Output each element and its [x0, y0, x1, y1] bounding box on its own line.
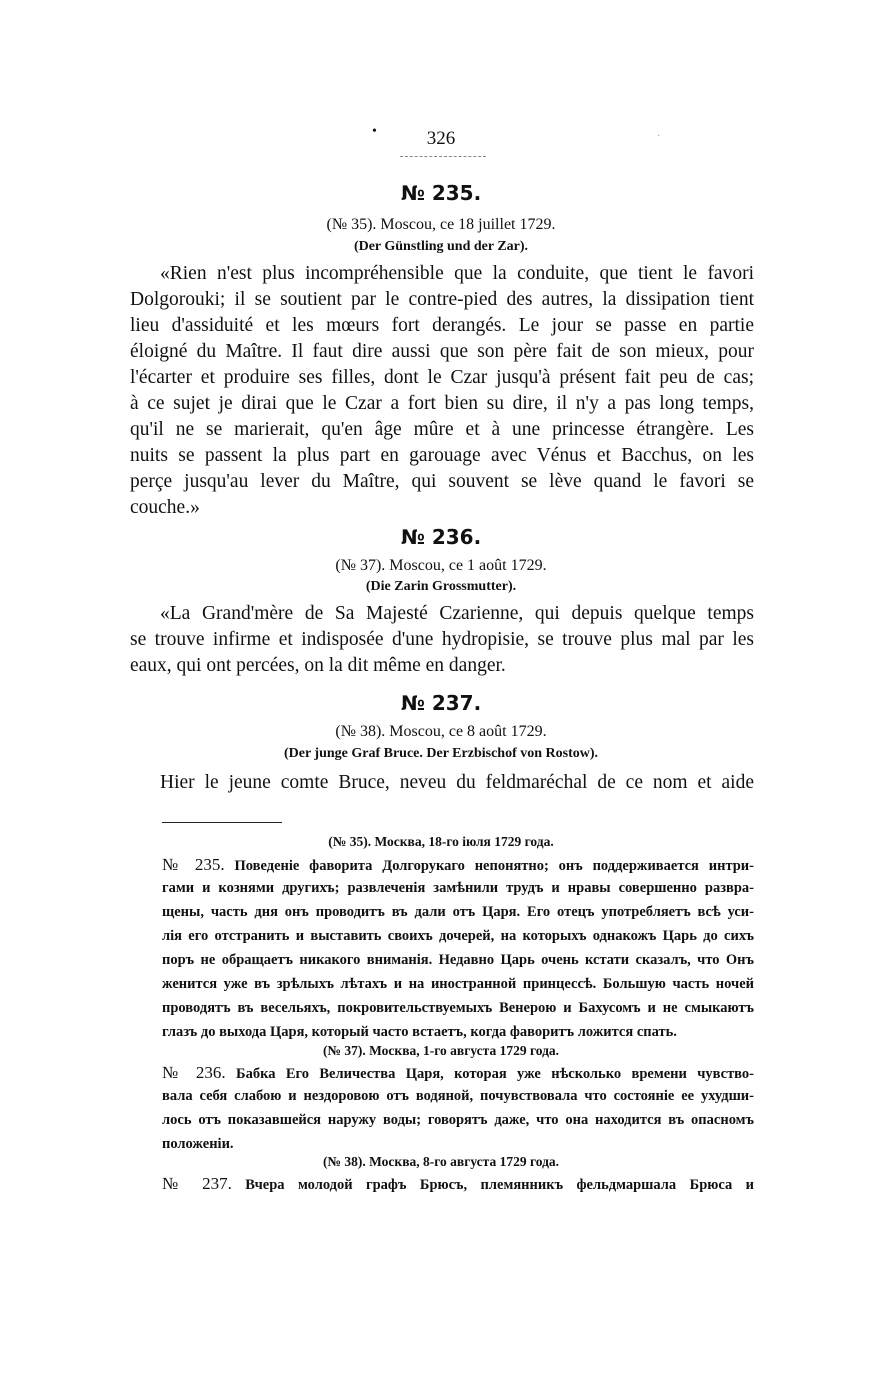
footnote-line: поръ не обращаетъ никакого вниманія. Недавно Царь очень кстати сказалъ, что Онъ — [162, 952, 754, 968]
footnote-line: положеніи. — [162, 1136, 234, 1152]
body-line: nuits se passent la plus part en garouage avec Vénus et Bacchus, on les — [130, 445, 754, 466]
body-line: qu'il ne se marierait, qu'en âge mûre et à une princesse étrangère. Les — [130, 419, 754, 440]
footnote-line: проводятъ въ весельяхъ, покровительствуемыхъ Венерою и Бахусомъ и не смыкаютъ — [162, 1000, 754, 1016]
entry-dateline: (№ 35). Moscou, ce 18 juillet 1729. — [326, 216, 556, 233]
footnote-line: глазъ до выхода Царя, который часто встаетъ, когда фаворитъ ложится спать. — [162, 1024, 677, 1040]
footnote-line — [162, 853, 754, 877]
footnote-date: (№ 38). Москва, 8-го августа 1729 года. — [322, 1154, 560, 1169]
entry-subhead: (Der Günstling und der Zar). — [353, 239, 529, 254]
body-line: Hier le jeune comte Bruce, neveu du feldmaréchal de ce nom et aide — [160, 772, 754, 793]
ink-dot: • — [372, 124, 377, 139]
entry-heading: № 237. — [400, 691, 482, 715]
footnote-line — [162, 1172, 754, 1196]
footnote-line: гами и кознями другихъ; развлеченія замѣнили трудъ и нравы совершенно развра- — [162, 880, 754, 896]
entry-subhead: (Der junge Graf Bruce. Der Erzbischof von Rostow). — [283, 746, 599, 761]
footnote-number: № 235. — [162, 855, 225, 874]
entry-heading: № 235. — [400, 181, 482, 205]
entry-subhead: (Die Zarin Grossmutter). — [365, 579, 517, 594]
body-line: eaux, qui ont percées, on la dit même en danger. — [130, 655, 506, 676]
page-number-rule — [400, 156, 486, 157]
footnote-line: вала себя слабою и нездоровою отъ водяной, почувствовала что состояніе ее ухудши- — [162, 1088, 754, 1104]
margin-mark: · — [657, 131, 661, 142]
footnote-text: Поведеніе фаворита Долгорукаго непонятно; онъ поддерживается интри- — [234, 858, 754, 874]
footnote-number: № 237. — [162, 1174, 232, 1193]
body-line: se trouve infirme et indisposée d'une hydropisie, se trouve plus mal par les — [130, 629, 754, 650]
footnote-number: № 236. — [162, 1063, 226, 1082]
footnote-rule — [162, 822, 282, 823]
footnote-text: Вчера молодой графъ Брюсъ, племянникъ фельдмаршала Брюса и — [245, 1177, 754, 1193]
entry-heading: № 236. — [400, 525, 482, 549]
footnote-date: (№ 35). Москва, 18-го іюля 1729 года. — [328, 834, 554, 849]
body-line: couche.» — [130, 497, 200, 518]
footnote-date: (№ 37). Москва, 1-го августа 1729 года. — [322, 1043, 560, 1058]
entry-dateline: (№ 37). Moscou, ce 1 août 1729. — [335, 557, 547, 574]
body-line: l'écarter et produire ses filles, dont le Czar jusqu'à présent fait peu de cas; — [130, 367, 754, 388]
entry-dateline: (№ 38). Moscou, ce 8 août 1729. — [335, 723, 547, 740]
body-line: «Rien n'est plus incompréhensible que la conduite, que tient le favori — [160, 263, 754, 284]
footnote-line — [162, 1061, 754, 1085]
page-number: 326 — [426, 128, 456, 149]
body-line: à ce sujet je dirai que le Czar a fort bien su dire, il n'y a pas long temps, — [130, 393, 754, 414]
footnote-text: Бабка Его Величества Царя, которая уже нѣсколько времени чувство- — [236, 1066, 754, 1082]
body-line: «La Grand'mère de Sa Majesté Czarienne, qui depuis quelque temps — [160, 603, 754, 624]
footnote-line: лось отъ показавшейся наружу воды; говорятъ даже, что она находится въ опасномъ — [162, 1112, 754, 1128]
footnote-line: женится уже въ зрѣлыхъ лѣтахъ и на иностранной принцессѣ. Большую часть ночей — [162, 976, 754, 992]
body-line: perçe jusqu'au lever du Maître, qui souvent se lève quand le favori se — [130, 471, 754, 492]
footnote-line: щены, часть дня онъ проводитъ въ дали отъ Царя. Его отецъ употребляетъ всѣ уси- — [162, 904, 754, 920]
body-line: lieu d'assiduité et les mœurs fort derangés. Le jour se passe en partie — [130, 315, 754, 336]
body-line: Dolgorouki; il se soutient par le contre-pied des autres, la dissipation tient — [130, 289, 754, 310]
body-line: éloigné du Maître. Il faut dire aussi que son père fait de son mieux, pour — [130, 341, 754, 362]
footnote-line: лія его отстранить и выставить своихъ дочерей, на которыхъ однакожъ Царь до сихъ — [162, 928, 754, 944]
